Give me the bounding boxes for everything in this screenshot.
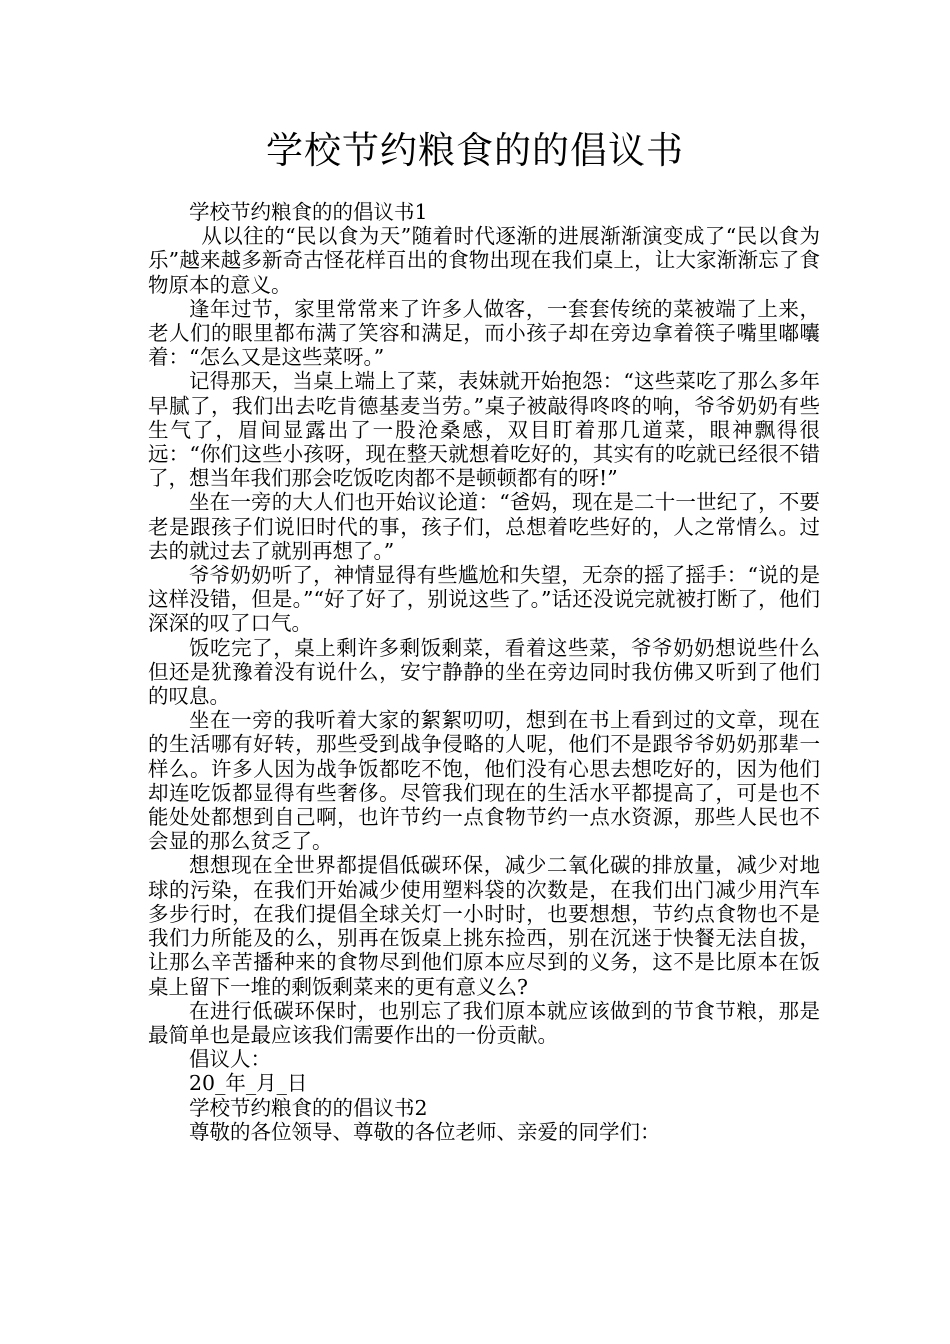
paragraph: 爷爷奶奶听了，神情显得有些尴尬和失望，无奈的摇了摇手：“说的是这样没错，但是。”“好了好了，别说这些了。”话还没说完就被打断了，他们深深的叹了口气。 [148, 563, 820, 636]
paragraph: 在进行低碳环保时，也别忘了我们原本就应该做到的节食节粮，那是最简单也是最应该我们需要作出的一份贡献。 [148, 998, 820, 1047]
signatory-label: 倡议人： [189, 1047, 271, 1072]
paragraph: 坐在一旁的我听着大家的絮絮叨叨，想到在书上看到过的文章，现在的生活哪有好转，那些受到战争侵略的人呢，他们不是跟爷爷奶奶那辈一样么。许多人因为战争饭都吃不饱，他们没有心思去想吃好的，因为他们却连吃饭都显得有些奢侈。尽管我们现在的生活水平都提高了，可是也不能处处都想到自己啊，也许节约一点食物节约一点水资源，那些人民也不会显的那么贫乏了。 [148, 708, 820, 854]
section-heading-2: 学校节约粮食的的倡议书2 [189, 1095, 428, 1120]
section-heading-1: 学校节约粮食的的倡议书1 [189, 200, 428, 224]
paragraph: 逢年过节，家里常常来了许多人做客，一套套传统的菜被端了上来，老人们的眼里都布满了笑容和满足，而小孩子却在旁边拿着筷子嘴里嘟囔着：“怎么又是这些菜呀。” [148, 296, 820, 370]
paragraph: 想想现在全世界都提倡低碳环保，减少二氧化碳的排放量，减少对地球的污染，在我们开始减少使用塑料袋的次数是，在我们出门减少用汽车多步行时，在我们提倡全球关灯一小时时，也要想想，节约点食物也不是我们力所能及的么，别再在饭桌上挑东捡西，别在沉迷于快餐无法自拔，让那么辛苦播种来的食物尽到他们原本应尽到的义务，这不是比原本在饭桌上留下一堆的剩饭剩菜来的更有意义么? [148, 853, 820, 999]
paragraph: 从以往的“民以食为天”随着时代逐渐的进展渐渐演变成了“民以食为乐”越来越多新奇古怪花样百出的食物出现在我们桌上，让大家渐渐忘了食物原本的意义。 [148, 224, 820, 297]
paragraph: 记得那天，当桌上端上了菜，表妹就开始抱怨：“这些菜吃了那么多年早腻了，我们出去吃肯德基麦当劳。”桌子被敲得咚咚的响，爷爷奶奶有些生气了，眉间显露出了一股沧桑感，双目盯着那几道菜，眼神飘得很远：“你们这些小孩呀，现在整天就想着吃好的，其实有的吃就已经很不错了，想当年我们那会吃饭吃肉都不是顿顿都有的呀!” [148, 369, 820, 491]
date-line: 20_年_月_日 [189, 1071, 308, 1096]
salutation: 尊敬的各位领导、尊敬的各位老师、亲爱的同学们： [189, 1119, 661, 1144]
document-title: 学校节约粮食的的倡议书 [266, 129, 684, 172]
paragraph: 坐在一旁的大人们也开始议论道：“爸妈，现在是二十一世纪了，不要老是跟孩子们说旧时代的事，孩子们，总想着吃些好的，人之常情么。过去的就过去了就别再想了。” [148, 490, 820, 563]
paragraph: 饭吃完了，桌上剩许多剩饭剩菜，看着这些菜，爷爷奶奶想说些什么但还是犹豫着没有说什么，安宁静静的坐在旁边同时我仿佛又听到了他们的叹息。 [148, 635, 820, 709]
document-body [148, 200, 820, 1144]
